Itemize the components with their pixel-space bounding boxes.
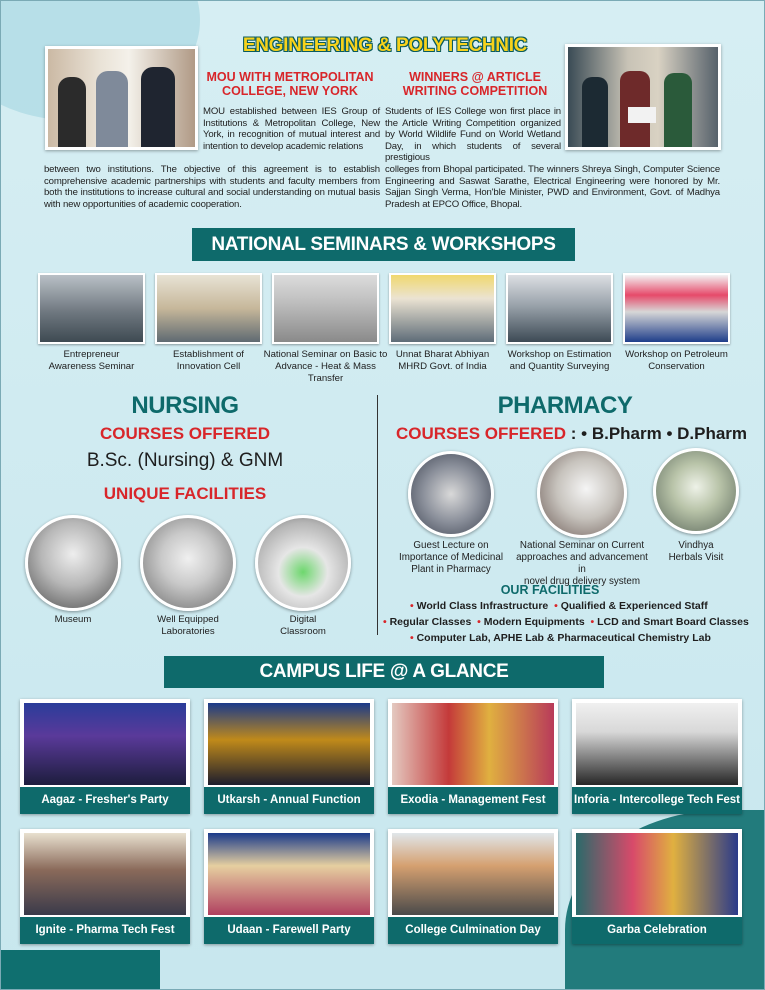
article-text-wide: colleges from Bhopal participated. The winners Shreya Singh, Computer Science Engineering and Saswat Sarathe, Electrical Engineering were honored by Mr. Sajjan Singh Verma, Hon'ble Minister, PWD and Environment, Govt. of Madhya Pradesh at EPCO Office, Bhopal.	[385, 164, 720, 210]
caption-line: and Quantity Surveying	[509, 361, 610, 372]
mou-title-line: MOU WITH METROPOLITAN	[206, 70, 374, 84]
caption-line: Digital	[289, 614, 317, 625]
engineering-heading: ENGINEERING & POLYTECHNIC	[242, 35, 528, 56]
nursing-courses: B.Sc. (Nursing) & GNM	[86, 450, 284, 471]
caption-line: Importance of Medicinal	[398, 552, 503, 563]
bullet: •	[551, 600, 561, 612]
bullet: •	[410, 600, 417, 612]
caption-line: Plant in Pharmacy	[411, 564, 491, 575]
facility-item: Qualified & Experienced Staff	[560, 600, 708, 612]
bullet: •	[474, 616, 484, 628]
pharmacy-courses-label: COURSES OFFERED	[396, 424, 567, 443]
event-label: Udaan - Farewell Party	[204, 917, 374, 944]
caption-line: Vindhya	[678, 540, 714, 551]
caption-line: Museum	[54, 614, 92, 625]
facility-item: World Class Infrastructure	[416, 600, 549, 612]
bullet: •	[410, 632, 417, 644]
caption-line: Herbals Visit	[668, 552, 724, 563]
pharmacy-courses: : • B.Pharm • D.Pharm	[570, 424, 748, 443]
caption-line: Establishment of	[173, 349, 244, 360]
mou-text-wide: between two institutions. The objective of this agreement is to establish comprehensive academic partnerships with students and faculty members from both the institutions to increase cultural and social understanding on mutual basis with new opportunities of academic cooperation.	[44, 164, 380, 210]
facility-item: LCD and Smart Board Classes	[597, 616, 749, 628]
nursing-facilities-label: UNIQUE FACILITIES	[103, 484, 267, 503]
caption-line: Entrepreneur	[63, 349, 120, 360]
caption-line: Laboratories	[161, 626, 215, 637]
nursing-heading: NURSING	[131, 392, 239, 419]
nursing-courses-label: COURSES OFFERED	[99, 424, 271, 443]
campus-heading: CAMPUS LIFE @ A GLANCE	[164, 656, 604, 688]
caption-line: MHRD Govt. of India	[398, 361, 487, 372]
caption-line: Conservation	[648, 361, 705, 372]
pharmacy-heading: PHARMACY	[497, 392, 633, 419]
caption-line: Awareness Seminar	[48, 361, 135, 372]
pharmacy-facilities-label: OUR FACILITIES	[500, 583, 600, 597]
caption-line: novel drug delivery system	[524, 576, 640, 587]
article-title-line: WRITING COMPETITION	[402, 84, 548, 98]
mou-title-line: COLLEGE, NEW YORK	[222, 84, 358, 98]
event-label: Aagaz - Fresher's Party	[20, 787, 190, 814]
facility-item: Regular Classes	[389, 616, 472, 628]
caption-line: Classroom	[280, 626, 326, 637]
caption-line: National Seminar on Current	[519, 540, 645, 551]
caption-line: Workshop on Petroleum	[625, 349, 728, 360]
caption-line: Guest Lecture on	[413, 540, 489, 551]
event-label: Utkarsh - Annual Function	[204, 787, 374, 814]
caption-line: Workshop on Estimation	[507, 349, 612, 360]
event-label: Ignite - Pharma Tech Fest	[20, 917, 190, 944]
event-label: Exodia - Management Fest	[388, 787, 558, 814]
caption-line: approaches and advancement in	[516, 552, 648, 575]
seminars-heading: NATIONAL SEMINARS & WORKSHOPS	[192, 228, 575, 261]
bullet: •	[383, 616, 390, 628]
facility-item: Modern Equipments	[483, 616, 585, 628]
caption-line: Advance - Heat & Mass Transfer	[275, 361, 376, 384]
mou-text-narrow: MOU established between IES Group of Institutions & Metropolitan College, New York, in recognition of mutual interest and intention to develop academic relations	[203, 106, 380, 152]
caption-line: Unnat Bharat Abhiyan	[395, 349, 490, 360]
caption-line: Well Equipped	[157, 614, 219, 625]
caption-line: Innovation Cell	[176, 361, 241, 372]
facility-item: Computer Lab, APHE Lab & Pharmaceutical Chemistry Lab	[416, 632, 711, 644]
event-label: Inforia - Intercollege Tech Fest	[572, 787, 742, 814]
event-label: College Culmination Day	[388, 917, 558, 944]
event-label: Garba Celebration	[572, 917, 742, 944]
caption-line: National Seminar on Basic to	[263, 349, 388, 360]
article-text-narrow: Students of IES College won first place in the Article Writing Competition organized by World Wildlife Fund on World Wetland Day, in which students of several prestigious	[385, 106, 561, 164]
article-title-line: WINNERS @ ARTICLE	[409, 70, 541, 84]
bullet: •	[587, 616, 598, 628]
